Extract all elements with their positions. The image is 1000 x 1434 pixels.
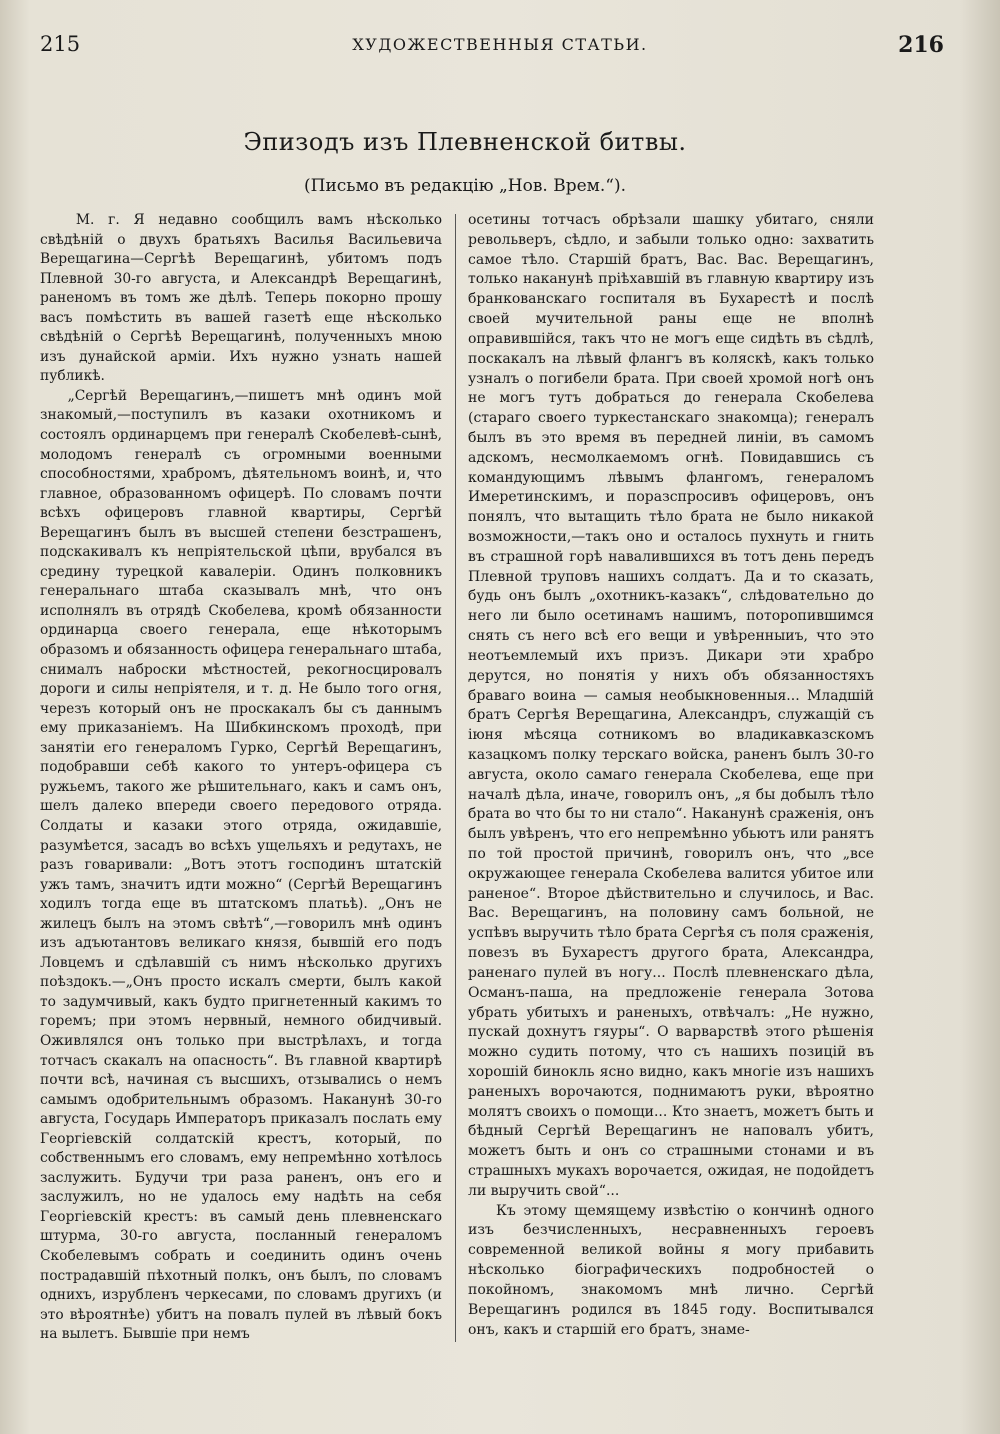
page-number-right: 216 — [898, 32, 944, 58]
paragraph: Къ этому щемящему извѣстію о кончинѣ одного изъ безчисленныхъ, несравненныхъ героевъ современной великой войны я могу прибавить нѣсколько біографическихъ подробностей о покойномъ, знакомомъ мнѣ лично. Сергѣй Верещагинъ родился въ 1845 году. Воспитывался онъ, какъ и старшій его братъ, знаме- — [468, 1202, 874, 1338]
left-column — [40, 211, 442, 1351]
right-column — [468, 211, 874, 1351]
column-divider — [455, 214, 456, 1342]
paragraph: „Сергѣй Верещагинъ,—пишетъ мнѣ одинъ мой знакомый,—поступилъ въ казаки охотникомъ и состоялъ ординарцемъ при генералѣ Скобелевѣ-сынѣ, молодомъ генералѣ съ огромными военными способностями, храбромъ, дѣятельномъ воинѣ, и, что главное, образованномъ офицерѣ. По словамъ почти всѣхъ офицеровъ главной квартиры, Сергѣй Верещагинъ былъ въ высшей степени безстрашенъ, подскакивалъ къ непріятельской цѣпи, врубался въ средину турецкой кавалеріи. Одинъ полковникъ генеральнаго штаба сказывалъ мнѣ, что онъ исполнялъ въ отрядѣ Скобелева, кромѣ обязанности ординарца своего генерала, еще нѣкоторымъ образомъ и обязанность офицера генеральнаго штаба, снималъ наброски мѣстностей, рекогносцировалъ дороги и силы непріятеля, и т. д. Не было того огня, черезъ который онъ не проскакалъ бы съ даннымъ ему приказаніемъ. На Шибкинскомъ проходѣ, при занятіи его генераломъ Гурко, Сергѣй Верещагинъ, подобравши себѣ какого то унтеръ-офицера съ ружьемъ, такого же рѣшительнаго, какъ и самъ онъ, шелъ далеко впереди своего передового отряда. Солдаты и казаки этого отряда, ожидавшіе, разумѣется, засадъ во всѣхъ ущельяхъ и редутахъ, не разъ говаривали: „Вотъ этотъ господинъ штатскій ужъ тамъ, значитъ идти можно“ (Сергѣй Верещагинъ ходилъ тогда еще въ штатскомъ платьѣ). „Онъ не жилецъ былъ на этомъ свѣтѣ“,—говорилъ мнѣ одинъ изъ адъютантовъ великаго князя, бывшій его подъ Ловцемъ и сдѣлавшій съ нимъ нѣсколько другихъ поѣздокъ.—„Онъ просто искалъ смерти, былъ какой то задумчивый, какъ будто пригнетенный какимъ то горемъ; при этомъ нервный, немного обидчивый. Оживлялся онъ только при выстрѣлахъ, и тогда тотчасъ скакалъ на опасность“. Въ главной квартирѣ почти всѣ, начиная съ высшихъ, отзывались о немъ самымъ одобрительнымъ образомъ. Наканунѣ 30-го августа, Государь Императоръ приказалъ послать ему Георгіевскій солдатскій крестъ, который, по собственнымъ его словамъ, ему непремѣнно хотѣлось заслужить. Будучи три раза раненъ, онъ его и заслужилъ, но не удалось ему надѣть на себя Георгіевскій крестъ: въ самый день плевненскаго штурма, 30-го августа, посланный генераломъ Скобелевымъ собрать и соединить одинъ очень пострадавшій пѣхотный полкъ, онъ былъ, по словамъ однихъ, изрубленъ черкесами, по словамъ другихъ (и это вѣроятнѣе) убитъ на повалъ пулей въ лѣвый бокъ на вылетъ. Бывшіе при немъ — [40, 387, 442, 1343]
article-title: Эпизодъ изъ Плевненской битвы. — [243, 128, 687, 156]
paragraph: осетины тотчасъ обрѣзали шашку убитаго, сняли револьверъ, сѣдло, и забыли только одно: захватить самое тѣло. Старшій братъ, Вас. Вас. Верещагинъ, только наканунѣ пріѣхавшій въ главную квартиру изъ бранкованскаго госпиталя въ Бухарестѣ и послѣ своей мучительной раны еще не вполнѣ оправившійся, такъ что не могъ еще сидѣть въ сѣдлѣ, поскакалъ на лѣвый флангъ въ коляскѣ, какъ только узналъ о погибели брата. При своей хромой ногѣ онъ не могъ тутъ добраться до генерала Скобелева (стараго своего туркестанскаго знакомца); генералъ былъ въ это время въ передней линіи, въ самомъ адскомъ, несмолкаемомъ огнѣ. Повидавшись съ командующимъ лѣвымъ флангомъ, генераломъ Имеретинскимъ, и поразспросивъ офицеровъ, онъ понялъ, что вытащить тѣло брата не было никакой возможности,—такъ оно и осталось пухнуть и гнить въ страшной горѣ навалившихся въ тотъ день передъ Плевной труповъ нашихъ солдатъ. Да и то сказать, будь онъ былъ „охотникъ-казакъ“, слѣдовательно до него ли было осетинамъ нашимъ, поторопившимся снять съ него всѣ его вещи и увѣренныиъ, что это неотъемлемый ихъ призъ. Дикари эти храбро дерутся, но понятія у нихъ объ обязанностяхъ браваго воина — самыя необыкновенныя... Младшій братъ Сергѣя Верещагина, Александръ, служащій съ іюня мѣсяца сотникомъ во владикавказскомъ казацкомъ полку терскаго войска, раненъ былъ 30-го августа, около самаго генерала Скобелева, еще при началѣ дѣла, иначе, говорилъ онъ, „я бы добылъ тѣло брата во что бы то ни стало“. Наканунѣ сраженія, онъ былъ увѣренъ, что его непремѣнно убьютъ или ранятъ по той простой причинѣ, говорилъ онъ, что „все окружающее генерала Скобелева валится убитое или раненое“. Второе дѣйствительно и случилось, и Вас. Вас. Верещагинъ, на половину самъ больной, не успѣвъ выручить тѣло брата Сергѣя съ поля сраженія, повезъ въ Бухарестъ другого брата, Александра, раненаго пулей въ ногу... Послѣ плевненскаго дѣла, Османъ-паша, на предложеніе генерала Зотова убрать убитыхъ и раненыхъ, отвѣчалъ: „Не нужно, пускай дохнутъ гяуры“. О варварствѣ этого рѣшенія можно судить потому, что съ нашихъ позицій въ хорошій бинокль ясно видно, какъ многіе изъ нашихъ раненыхъ ворочаются, поднимаютъ руки, вѣроятно молятъ своихъ о помощи... Кто знаетъ, можетъ быть и бѣдный Сергѣй Верещагинъ не наповалъ убитъ, можетъ быть и онъ со страшными стонами и въ страшныхъ мукахъ ворочается, ожидая, не подойдетъ ли выручить свой“... — [468, 212, 874, 1199]
page-number-left: 215 — [40, 32, 81, 56]
page-header — [0, 32, 1000, 62]
running-title: ХУДОЖЕСТВЕННЫЯ СТАТЬИ. — [352, 35, 648, 54]
paragraph: М. г. Я недавно сообщилъ вамъ нѣсколько свѣдѣній о двухъ братьяхъ Василья Васильевича Верещагина—Сергѣѣ Верещагинѣ, убитомъ подъ Плевной 30-го августа, и Александрѣ Верещагинѣ, раненомъ въ томъ же дѣлѣ. Теперь покорно прошу васъ помѣстить въ вашей газетѣ еще нѣсколько свѣдѣній о Сергѣѣ Верещагинѣ, полученныхъ мною изъ дунайской арміи. Ихъ нужно узнать нашей публикѣ. — [40, 212, 442, 385]
article-subtitle: (Письмо въ редакцію „Нов. Врем.“). — [304, 176, 626, 196]
